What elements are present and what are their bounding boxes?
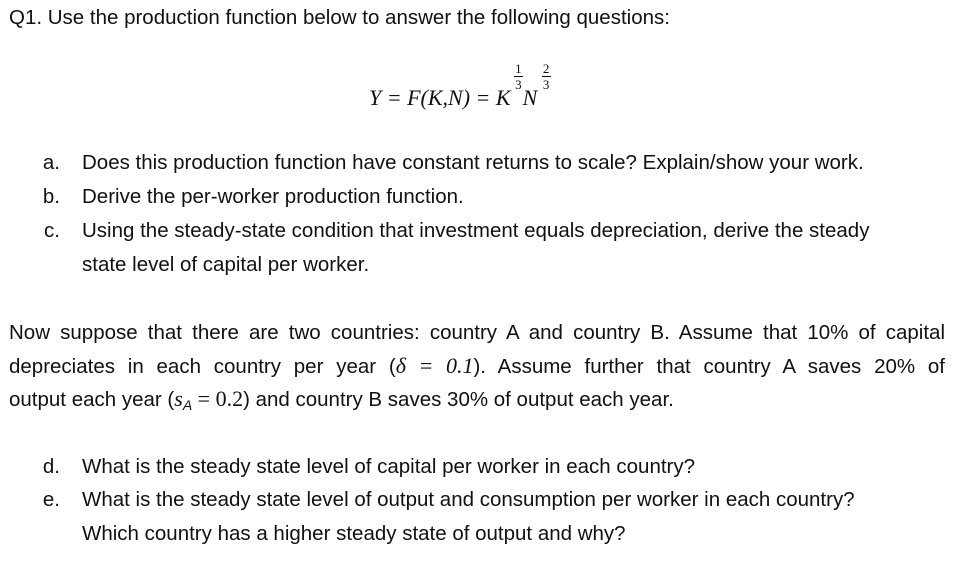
list-label: a. — [42, 151, 60, 174]
n-term: N 2 3 — [522, 61, 550, 110]
k-term: K 1 3 — [495, 61, 522, 110]
k-exponent: 1 3 — [515, 61, 522, 92]
question-title: Q1. Use the production function below to answer the following questions: — [9, 6, 670, 29]
list-text: Does this production function have constant returns to scale? Explain/show your work. — [82, 151, 864, 174]
list-text: Derive the per-worker production function. — [82, 185, 464, 208]
list-text: state level of capital per worker. — [82, 253, 370, 276]
depreciation-rate: δ = 0.1 — [395, 353, 474, 378]
paragraph-line: depreciates in each country per year (δ = 0.1). Assume further that country A saves 20% of — [9, 353, 945, 378]
paragraph-line: Now suppose that there are two countries: country A and country B. Assume that 10% of capital — [9, 321, 945, 344]
list-label: d. — [42, 455, 60, 478]
production-function-equation — [369, 61, 550, 112]
savings-rate-value: = 0.2 — [192, 386, 244, 411]
paragraph-line: output each year $(s_A = 0.2)$ and country B saves 30% of output each year. — [9, 386, 674, 413]
list-label: c. — [44, 219, 60, 242]
list-label: b. — [42, 185, 60, 208]
list-text: What is the steady state level of output and consumption per worker in each country? — [82, 488, 855, 511]
list-label: e. — [42, 488, 60, 511]
equation-lhs: Y = F(K,N) = — [369, 85, 496, 110]
savings-rate-symbol: s — [174, 386, 183, 411]
list-text: Which country has a higher steady state of output and why? — [82, 522, 626, 545]
savings-rate-subscript: A — [182, 397, 193, 413]
list-text: Using the steady-state condition that investment equals depreciation, derive the steady — [82, 219, 870, 242]
n-exponent: 2 3 — [542, 61, 550, 92]
list-text: What is the steady state level of capital per worker in each country? — [82, 455, 696, 478]
